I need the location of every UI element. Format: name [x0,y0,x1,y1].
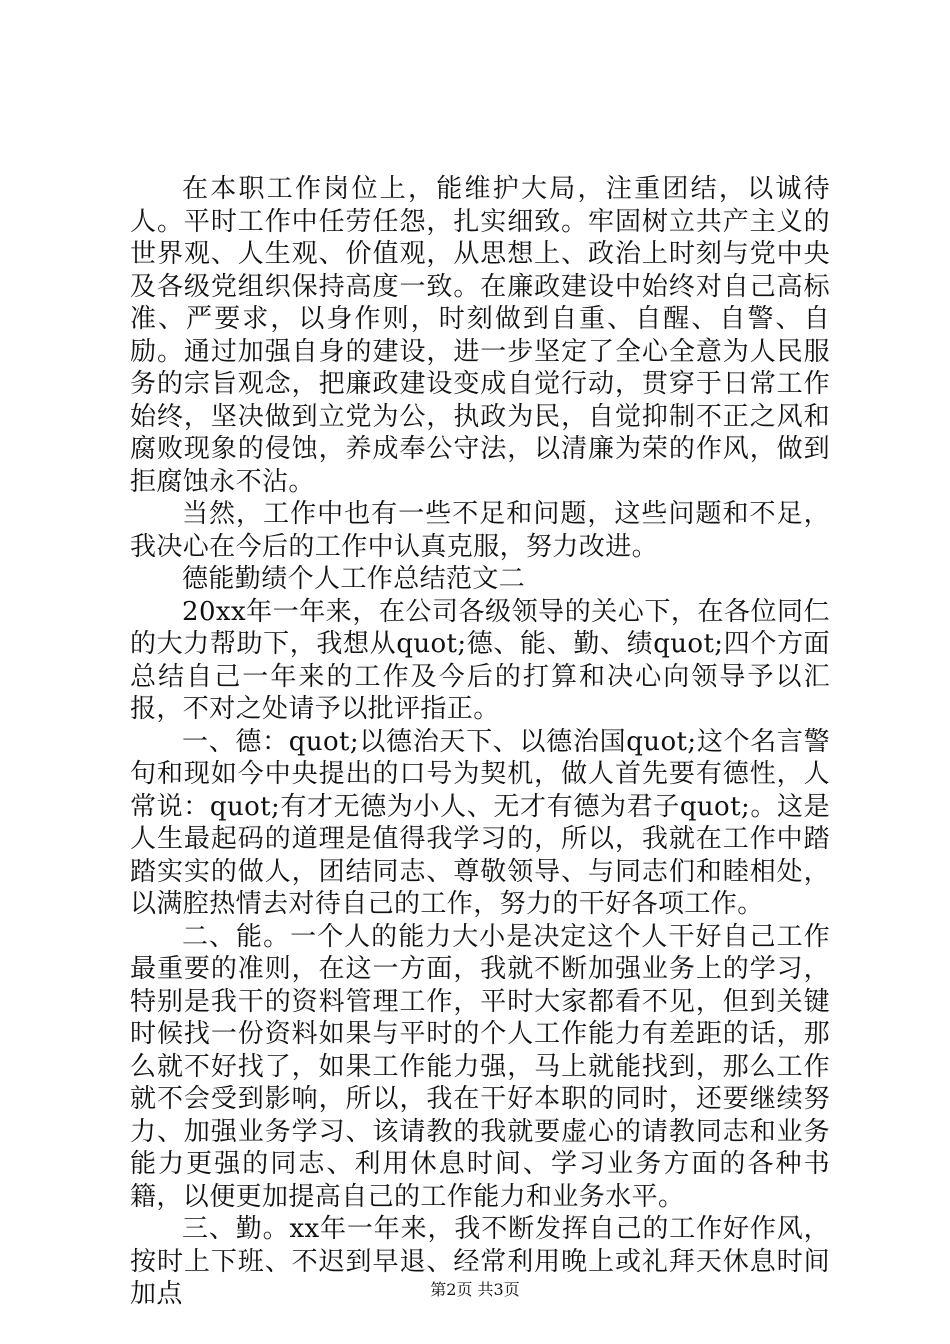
paragraph-virtue: 一、德：quot;以德治天下、以德治国quot;这个名言警句和现如今中央提出的口号为契机，做人首先要有德性，人常说：quot;有才无德为小人、无才有德为君子quot;。这是人生最起码的道理是值得我学习的，所以，我就在工作中踏踏实实的做人，团结同志、尊敬领导、与同志们和睦相处，以满腔热情去对待自己的工作，努力的干好各项工作。 [130,726,830,919]
paragraph-intro: 20xx年一年来，在公司各级领导的关心下，在各位同仁的大力帮助下，我想从quot;德、能、勤、绩quot;四个方面总结自己一年来的工作及今后的打算和决心向领导予以汇报，不对之处请予以批评指正。 [130,596,830,724]
section-heading: 德能勤绩个人工作总结范文二 [182,564,526,594]
paragraph-integrity: 在本职工作岗位上，能维护大局，注重团结，以诚待人。平时工作中任劳任怨，扎实细致。牢固树立共产主义的世界观、人生观、价值观，从思想上、政治上时刻与党中央及各级党组织保持高度一致。在廉政建设中始终对自己高标准、严要求，以身作则，时刻做到自重、自醒、自警、自励。通过加强自身的建设，进一步坚定了全心全意为人民服务的宗旨观念，把廉政建设变成自觉行动，贯穿于日常工作始终，坚决做到立党为公，执政为民，自觉抑制不正之风和腐败现象的侵蚀，养成奉公守法，以清廉为荣的作风，做到拒腐蚀永不沾。 [130,174,830,497]
document-body [130,173,830,1311]
paragraph-diligence: 三、勤。xx年一年来，我不断发挥自己的工作好作风，按时上下班、不迟到早退、经常利用晚上或礼拜天休息时间加点 [130,1214,830,1309]
paragraph-shortcomings: 当然，工作中也有一些不足和问题，这些问题和不足，我决心在今后的工作中认真克服，努力改进。 [130,499,830,562]
paragraph-ability: 二、能。一个人的能力大小是决定这个人干好自己工作最重要的准则，在这一方面，我就不断加强业务上的学习，特别是我干的资料管理工作，平时大家都看不见，但到关键时候找一份资料如果与平时的个人工作能力有差距的话，那么就不好找了，如果工作能力强，马上就能找到，那么工作就不会受到影响，所以，我在干好本职的同时，还要继续努力、加强业务学习、该请教的我就要虚心的请教同志和业务能力更强的同志、利用休息时间、学习业务方面的各种书籍，以便更加提高自己的工作能力和业务水平。 [130,921,830,1212]
page-number-footer: 第2页 共3页 [430,1280,520,1299]
